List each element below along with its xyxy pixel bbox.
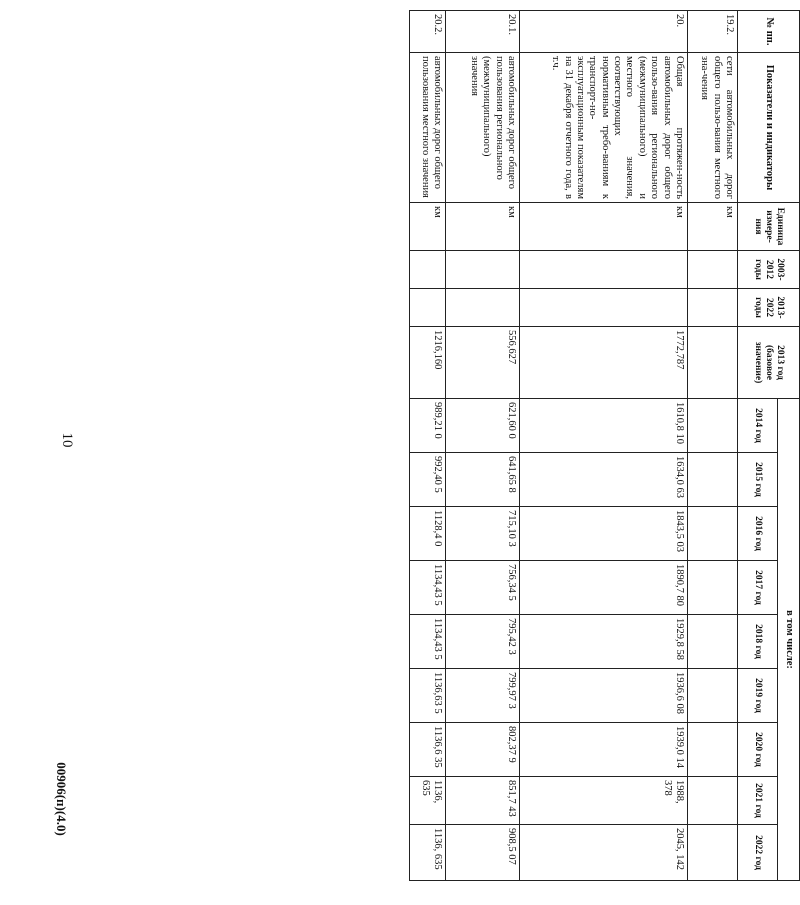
row-unit: км [688, 203, 738, 251]
row-indicator: Общая протяжен-ность автомобильных дорог общего пользо-вания регионального (межмуниципального) и местного значения, соответствующих нормативным требо-ваниям к транспорт-но-эксплуатационным показателям на 31 декабря отчетного года, в т.ч. [520, 53, 688, 203]
table-row [688, 11, 738, 881]
row-value: 1890,7 80 [520, 561, 688, 615]
row-value: 1136, 635 [410, 825, 446, 881]
row-value: 795,42 3 [446, 615, 520, 669]
row-value: 2045, 142 [520, 825, 688, 881]
header-unit: Единица измере-ния [738, 203, 800, 251]
header-2013-base: 2013 год (базовое значение) [738, 327, 800, 399]
header-num: № пп. [738, 11, 800, 53]
table-row [410, 11, 446, 881]
row-value: 715,10 3 [446, 507, 520, 561]
header-2013-2022: 2013-2022 годы [738, 289, 800, 327]
row-value: 989,21 0 [410, 399, 446, 453]
row-indicator: сети автомобильных дорог общего пользо-вания местного зна-чения [688, 53, 738, 203]
row-value: 621,60 0 [446, 399, 520, 453]
row-num: 20.2. [410, 11, 446, 53]
row-2013-base: 1772,787 [520, 327, 688, 399]
row-value [688, 453, 738, 507]
row-value: 1939,0 14 [520, 723, 688, 777]
row-value: 1134,43 5 [410, 561, 446, 615]
indicators-table [409, 10, 800, 881]
row-value: 1136, 635 [410, 777, 446, 825]
row-value: 851,7 43 [446, 777, 520, 825]
row-value: 1988, 378 [520, 777, 688, 825]
header-2003-2012: 2003-2012 годы [738, 251, 800, 289]
header-indicator: Показатели и индикаторы [738, 53, 800, 203]
row-2003-2012 [410, 251, 446, 289]
header-year: 2016 год [738, 507, 778, 561]
row-value: 802,37 9 [446, 723, 520, 777]
row-2013-2022 [410, 289, 446, 327]
row-value [688, 669, 738, 723]
row-2013-2022 [688, 289, 738, 327]
row-value [688, 561, 738, 615]
table-row [520, 11, 688, 881]
row-value: 1136,63 5 [410, 669, 446, 723]
row-value [688, 777, 738, 825]
header-year: 2018 год [738, 615, 778, 669]
row-value: 992,40 5 [410, 453, 446, 507]
row-value [688, 507, 738, 561]
row-value: 1128,4 0 [410, 507, 446, 561]
table-row [446, 11, 520, 881]
row-value: 641,65 8 [446, 453, 520, 507]
header-year: 2022 год [738, 825, 778, 881]
row-value [688, 399, 738, 453]
row-value: 1634,0 63 [520, 453, 688, 507]
row-unit: км [446, 203, 520, 251]
row-2003-2012 [688, 251, 738, 289]
rotated-table-container [410, 10, 800, 880]
row-2013-base [688, 327, 738, 399]
row-value [688, 825, 738, 881]
header-year: 2019 год [738, 669, 778, 723]
row-value: 1610,8 10 [520, 399, 688, 453]
row-value: 908,5 07 [446, 825, 520, 881]
row-num: 20.1. [446, 11, 520, 53]
row-indicator: автомобильных дорог общего пользования регионального (межмуниципального) значения [446, 53, 520, 203]
header-year: 2015 год [738, 453, 778, 507]
row-2013-base: 1216,160 [410, 327, 446, 399]
header-year: 2021 год [738, 777, 778, 825]
row-value: 799,97 3 [446, 669, 520, 723]
row-num: 19.2. [688, 11, 738, 53]
row-value: 1136,6 35 [410, 723, 446, 777]
row-2003-2012 [446, 251, 520, 289]
header-year: 2014 год [738, 399, 778, 453]
row-2013-2022 [520, 289, 688, 327]
row-2013-base: 556,627 [446, 327, 520, 399]
row-value: 1843,5 03 [520, 507, 688, 561]
row-2013-2022 [446, 289, 520, 327]
row-unit: км [520, 203, 688, 251]
row-unit: км [410, 203, 446, 251]
row-num: 20. [520, 11, 688, 53]
row-value: 1134,43 5 [410, 615, 446, 669]
row-2003-2012 [520, 251, 688, 289]
row-value: 1929,8 58 [520, 615, 688, 669]
header-year: 2017 год [738, 561, 778, 615]
document-code: 00906(п)(4.0) [54, 762, 69, 836]
header-year: 2020 год [738, 723, 778, 777]
row-indicator: автомобильных дорог общего пользования местного значения [410, 53, 446, 203]
row-value [688, 723, 738, 777]
row-value: 756,34 5 [446, 561, 520, 615]
header-including: в том числе: [778, 399, 800, 881]
row-value: 1936,6 08 [520, 669, 688, 723]
row-value [688, 615, 738, 669]
page-number: 10 [59, 432, 75, 448]
